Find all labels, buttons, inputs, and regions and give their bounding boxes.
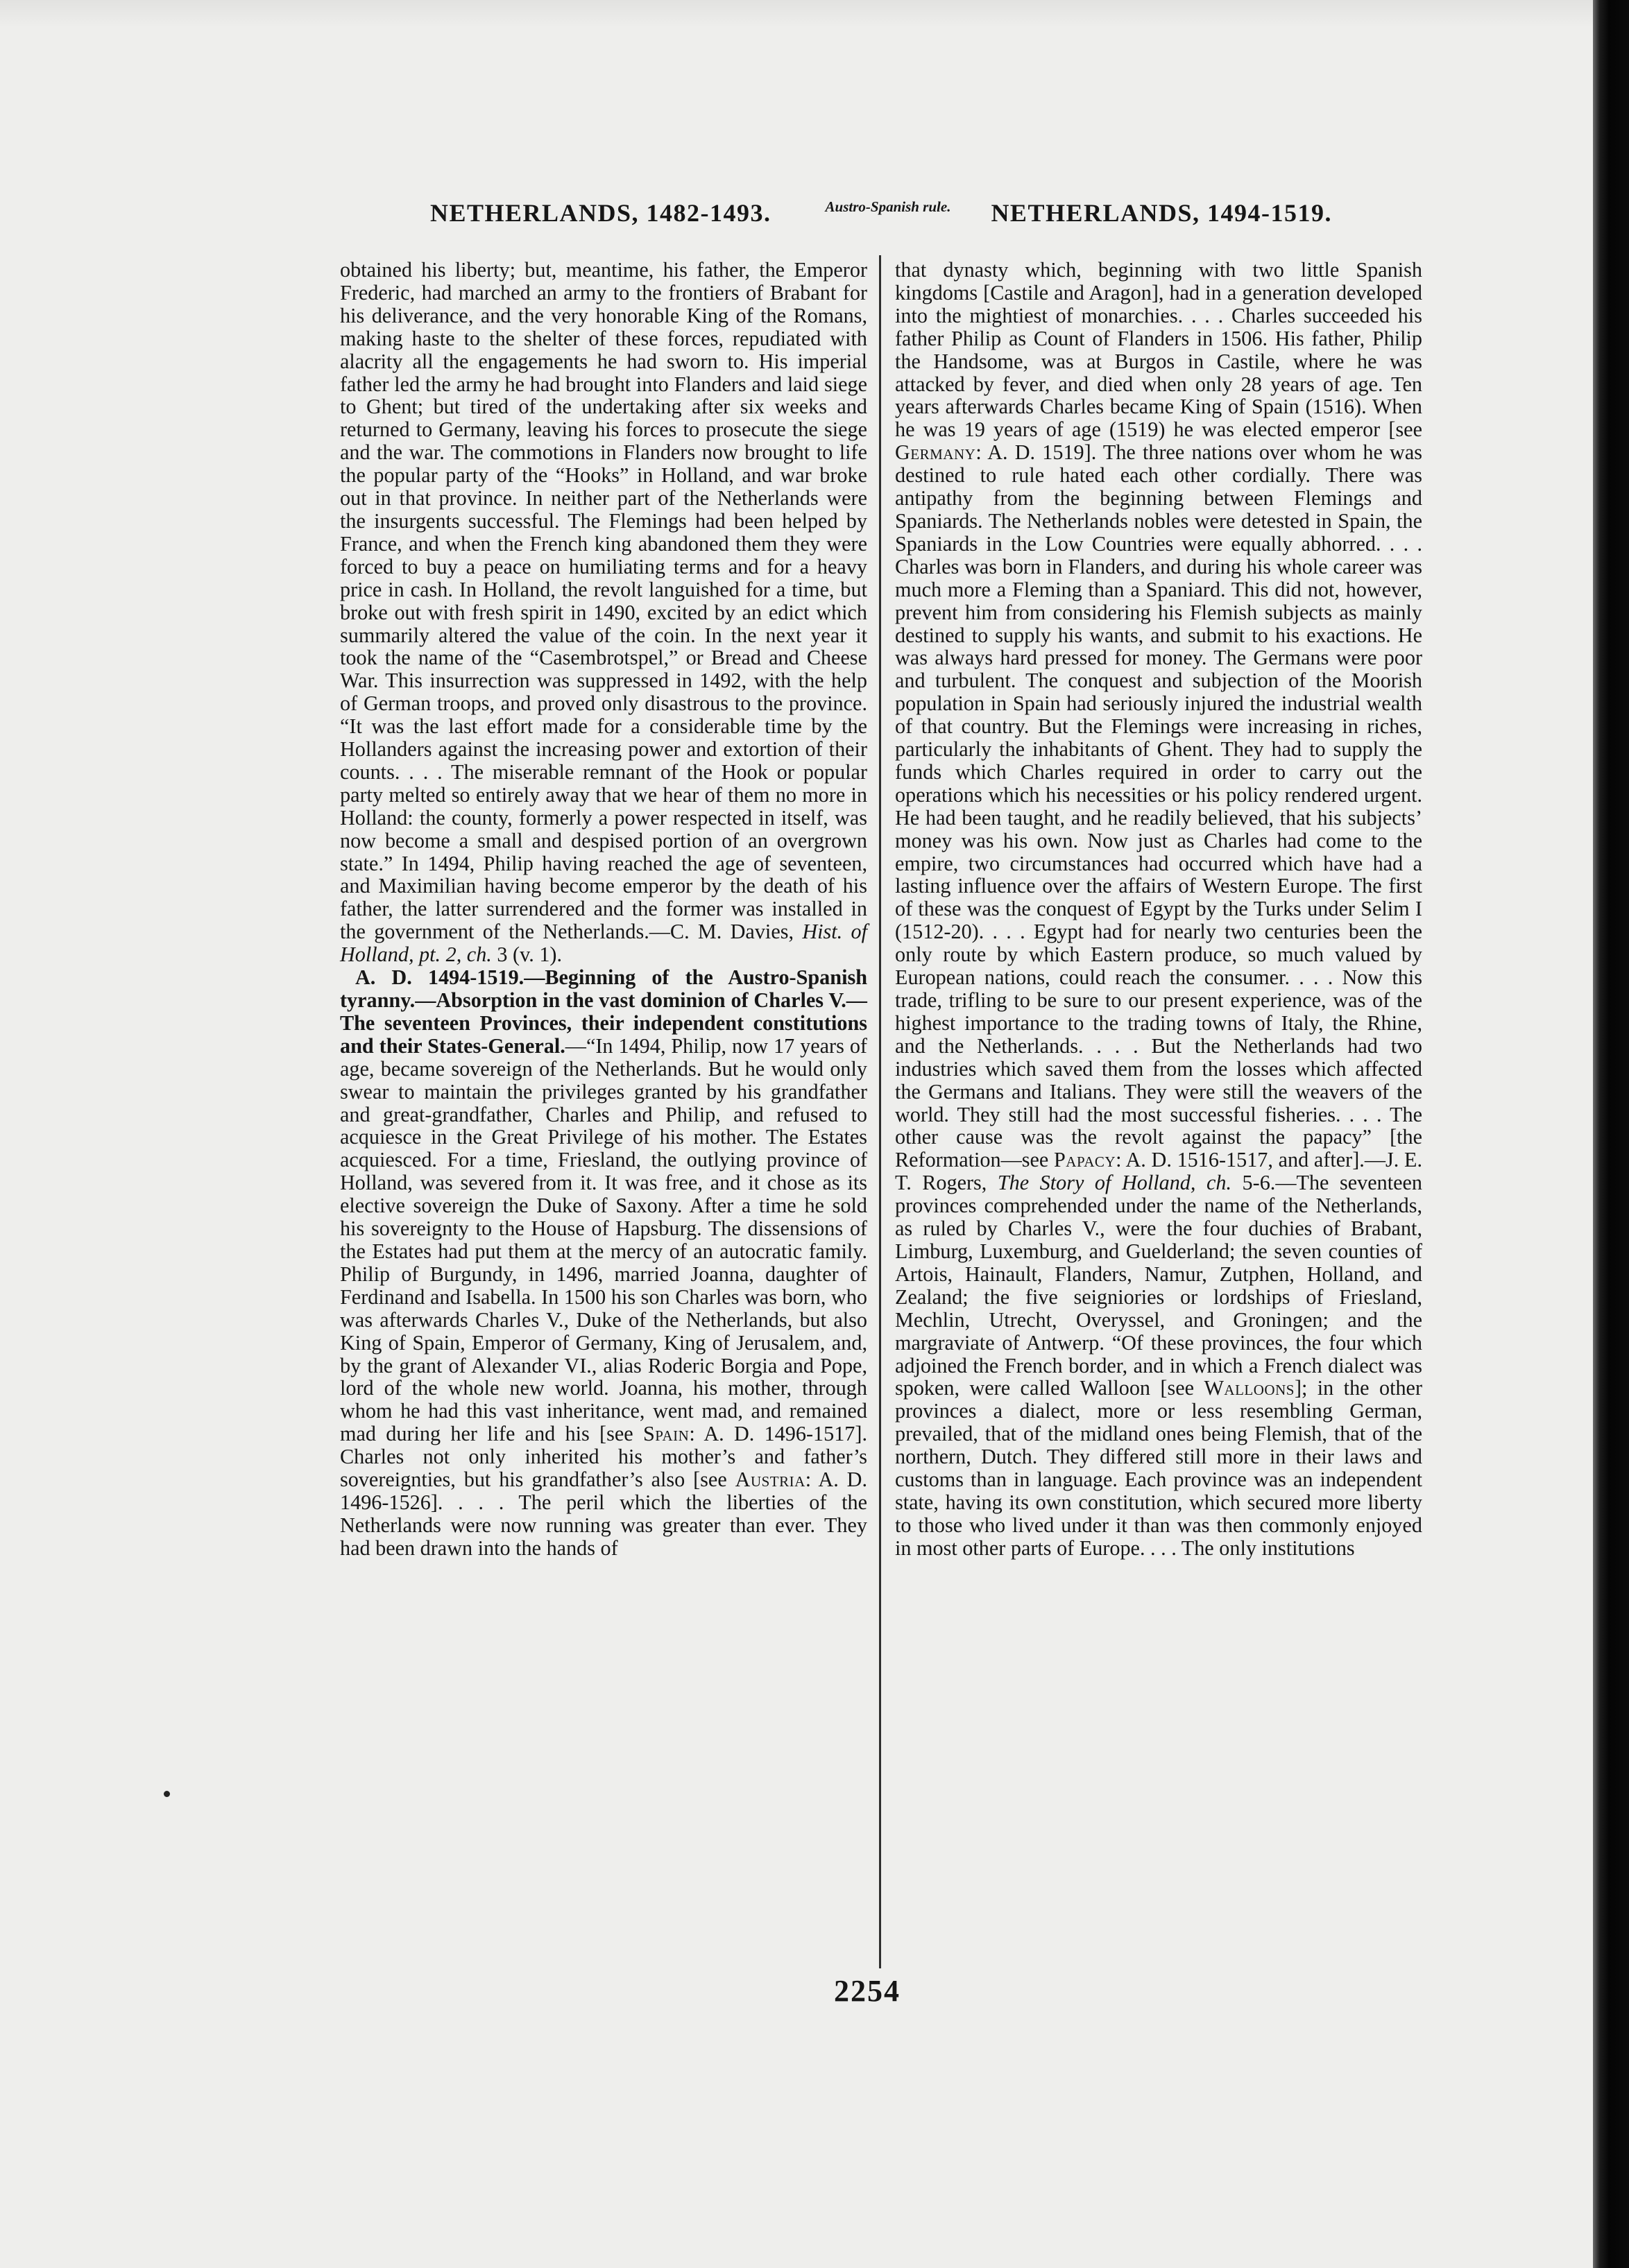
margin-mark [164,1791,170,1797]
citation-davies: Hist. of Holland, pt. 2, ch. [340,920,867,967]
right-column [895,259,1422,1560]
xref-walloons: Walloons [1204,1376,1295,1400]
running-head-center: Austro-Spanish rule. [825,198,951,215]
left-paragraph-2 [340,966,867,1560]
left-p1-end: 3 (v. 1). [491,943,563,967]
running-head [430,198,1332,240]
right-p1b-text: : A. D. 1519]. The three nations over whom he was destined to rule hated each other cordially. There was antipathy from the beginning between Flemings and Spaniards. The Netherlands nobles were detested in Spain, the Spaniards in the Low Countries were equally abhorred. . . . Charles was born in Flanders, and during his whole career was much more a Fleming than a Spaniard. This did not, however, prevent him from considering his Flemish subjects as mainly destined to supply his wants, and submit to his exactions. He was always hard pressed for money. The Germans were poor and turbulent. The conquest and subjection of the Moorish population in Spain had seriously injured the industrial wealth of that country. But the Flemings were increasing in riches, particularly the inhabitants of Ghent. They had to supply the funds which Charles required in order to carry out the operations which his necessities or his policy rendered urgent. He had been taught, and he readily believed, that his subjects’ money was his own. Now just as Charles had come to the empire, two circumstances had occurred which have had a lasting influence over the affairs of Western Europe. The first of these was the conquest of Egypt by the Turks under Selim I (1512-20). . . . Egypt had for nearly two centuries been the only route by which Eastern produce, so much valued by European nations, could reach the consumer. . . . Now this trade, trifling to be sure to our present experience, was of the highest importance to the trading towns of Italy, the Rhine, and the Netherlands. . . . But the Netherlands had two industries which saved them from the losses which affected the Germans and Italians. They were still the weavers of the world. They still had the most successful fisheries. . . . The other cause was the revolt against the papacy” [the Reformation—see [895,440,1422,1172]
column-divider [879,255,881,1968]
right-p1a-text: that dynasty which, beginning with two little Spanish kingdoms [Castile and Aragon], had in a generation developed into the mightiest of monarchies. . . . Charles succeeded his father Philip as Count of Flanders in 1506. His father, Philip the Handsome, was at Burgos in Castile, where he was attacked by fever, and died when only 28 years of age. Ten years afterwards Charles became King of Spain (1516). When he was 19 years of age (1519) he was elected emperor [see [895,258,1422,442]
page-number: 2254 [834,1974,901,2008]
right-p1c-text: : A. D. 1516-1517, and after].—J. E. T. Rogers, [895,1148,1422,1195]
xref-papacy: Papacy [1054,1148,1116,1172]
left-paragraph-1 [340,259,867,966]
left-p2a-text: —“In 1494, Philip, now 17 years of age, became sovereign of the Netherlands. But he would only swear to maintain the privileges granted by his grandfather and great-grandfather, Charles and Philip, and refused to acquiesce in the Great Privilege of his mother. The Estates acquiesced. For a time, Friesland, the outlying province of Holland, was severed from it. It was free, and it chose as its elective sovereign the Duke of Saxony. After a time he sold his sovereignty to the House of Hapsburg. The dissensions of the Estates had put them at the mercy of an autocratic family. Philip of Burgundy, in 1496, married Joanna, daughter of Ferdinand and Isabella. In 1500 his son Charles was born, who was afterwards Charles V., Duke of the Netherlands, but also King of Spain, Emperor of Germany, King of Jerusalem, and, by the grant of Alexander VI., alias Roderic Borgia and Pope, lord of the whole new world. Joanna, his mother, through whom he had this vast inheritance, went mad, and remained mad during her life and his [see [340,1033,867,1446]
xref-spain: Spain [642,1422,690,1446]
entry-heading: A. D. 1494-1519.—Beginning of the Austro-Spanish tyranny.—Absorption in the vast dominion of Charles V.—The seventeen Provinces, their independent constitutions and their States-General. [340,965,867,1058]
running-head-right: NETHERLANDS, 1494-1519. [991,199,1332,227]
running-head-left: NETHERLANDS, 1482-1493. [430,199,771,227]
xref-germany: Germany [895,440,976,465]
right-p1e-text: ]; in the other provinces a dialect, more or less resembling German, prevailed, that of the midland ones being Flemish, that of the northern, Dutch. They differed still more in their laws and customs than in language. Each province was an independent state, having its own constitution, which secured more liberty to those who lived under it than was then commonly enjoyed in most other parts of Europe. . . . The only institutions [895,1376,1422,1560]
scan-binding-edge [1593,0,1629,2268]
right-p1d-text: 5-6.—The seventeen provinces comprehended under the name of the Netherlands, as ruled by Charles V., were the four duchies of Brabant, Limburg, Luxemburg, and Guelderland; the seven counties of Artois, Hainault, Flanders, Namur, Zutphen, Holland, and Zealand; the five seigniories or lordships of Friesland, Mechlin, Utrecht, Overyssel, and Groningen; and the margraviate of Antwerp. “Of these provinces, the four which adjoined the French border, and in which a French dialect was spoken, were called Walloon [see [895,1171,1422,1400]
left-p2b-text: : A. D. 1496-1517]. Charles not only inherited his mother’s and father’s sovereignties, but his grandfather’s also [see [340,1422,867,1492]
left-column [340,259,867,1560]
citation-rogers: The Story of Holland, ch. [997,1171,1232,1195]
left-p2c-text: : A. D. 1496-1526]. . . . The peril which the liberties of the Netherlands were now running was greater than ever. They had been drawn into the hands of [340,1468,867,1560]
right-paragraph-1 [895,259,1422,1560]
xref-austria: Austria [735,1468,805,1492]
left-p1-text: obtained his liberty; but, meantime, his father, the Emperor Frederic, had marched an army to the frontiers of Brabant for his deliverance, and the very honorable King of the Romans, making haste to the shelter of these forces, repudiated with alacrity all the engagements he had sworn to. His imperial father led the army he had brought into Flanders and laid siege to Ghent; but tired of the undertaking after six weeks and returned to Germany, leaving his forces to prosecute the siege and the war. The commotions in Flanders now brought to life the popular party of the “Hooks” in Holland, and war broke out in that province. In neither part of the Netherlands were the insurgents successful. The Flemings had been helped by France, and when the French king abandoned them they were forced to buy a peace on humiliating terms and for a heavy price in cash. In Holland, the revolt languished for a time, but broke out with fresh spirit in 1490, excited by an edict which summarily altered the value of the coin. In the next year it took the name of the “Casembrotspel,” or Bread and Cheese War. This insurrection was suppressed in 1492, with the help of German troops, and proved only disastrous to the province. “It was the last effort made for a considerable time by the Hollanders against the increasing power and extortion of their counts. . . . The miserable remnant of the Hook or popular party melted so entirely away that we hear of them no more in Holland: the county, formerly a power respected in itself, was now become a small and despised portion of an overgrown state.” In 1494, Philip having reached the age of seventeen, and Maximilian having become emperor by the death of his father, the latter surrendered and the former was installed in the government of the Netherlands.—C. M. Davies, [340,258,867,944]
scan-top-shade [0,0,1593,28]
